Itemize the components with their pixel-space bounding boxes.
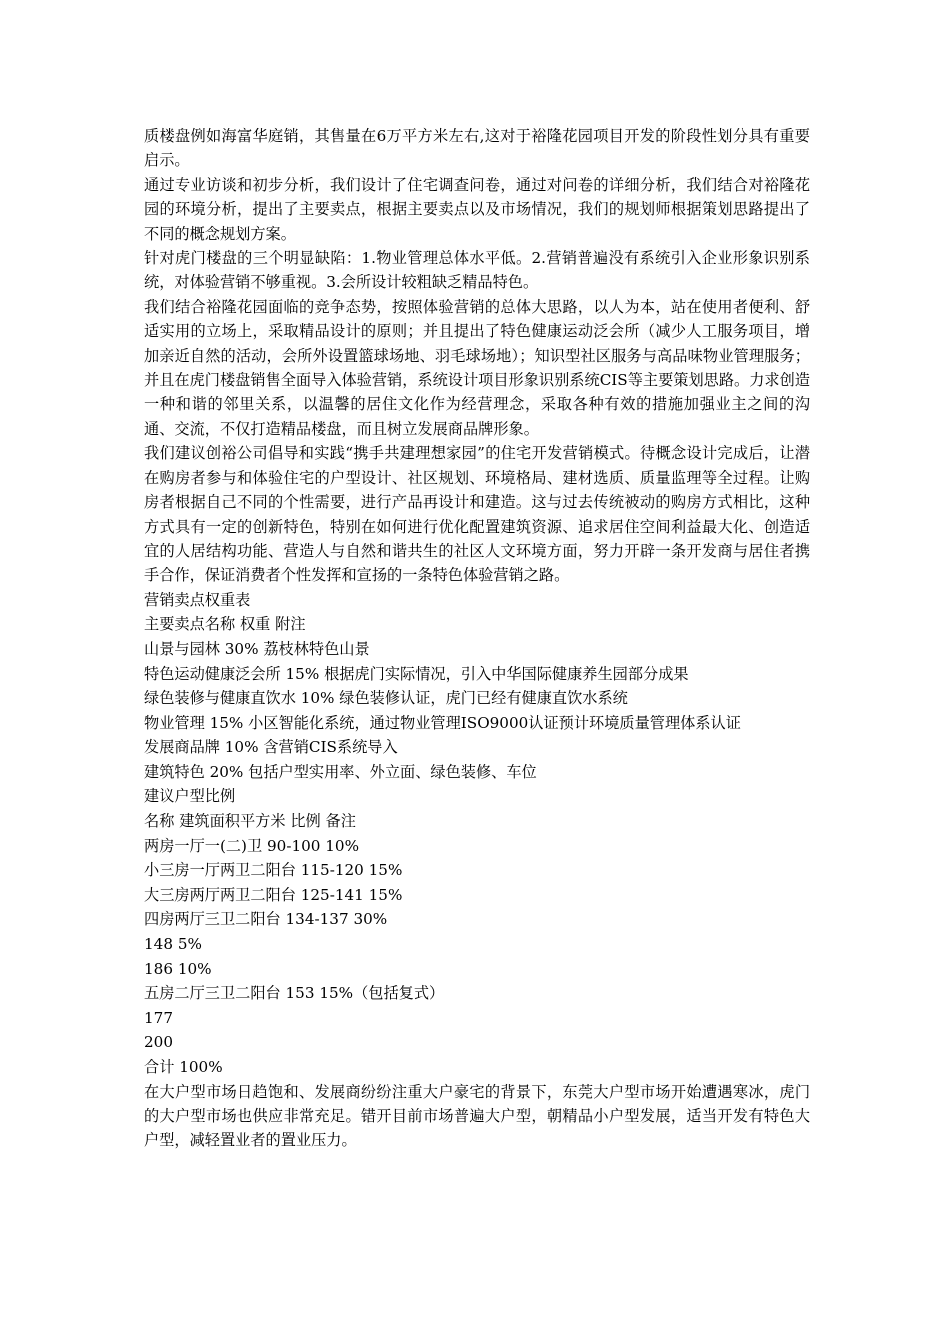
paragraph-survey: 通过专业访谈和初步分析，我们设计了住宅调查问卷，通过对问卷的详细分析，我们结合对裕隆花园的环境分析，提出了主要卖点，根据主要卖点以及市场情况，我们的规划师根据策划思路提出了不同的概念规划方案。 — [144, 175, 810, 243]
weight-table-row: 绿色装修与健康直饮水 10% 绿色装修认证，虎门已经有健康直饮水系统 — [144, 689, 628, 708]
unit-table-row: 200 — [144, 1033, 173, 1052]
paragraph-defects: 针对虎门楼盘的三个明显缺陷：1.物业管理总体水平低。2.营销普遍没有系统引入企业形象识别系统，对体验营销不够重视。3.会所设计较粗缺乏精品特色。 — [144, 249, 810, 292]
unit-table-row: 177 — [144, 1008, 173, 1027]
unit-table-row: 两房一厅一(二)卫 90-100 10% — [144, 836, 360, 855]
weight-table-row: 建筑特色 20% 包括户型实用率、外立面、绿色装修、车位 — [144, 762, 537, 781]
paragraph-strategy: 我们结合裕隆花园面临的竞争态势，按照体验营销的总体大思路，以人为本，站在使用者便利、舒适实用的立场上，采取精品设计的原则；并且提出了特色健康运动泛会所（减少人工服务项目，增加亲近自然的活动，会所外设置篮球场地、羽毛球场地）；知识型社区服务与高品味物业管理服务；并且在虎门楼盘销售全面导入体验营销，系统设计项目形象识别系统CIS等主要策划思路。力求创造一种和谐的邻里关系，以温馨的居住文化作为经营理念，采取各种有效的措施加强业主之间的沟通、交流，不仅打造精品楼盘，而且树立发展商品牌形象。 — [144, 297, 810, 438]
paragraph-market-conclusion: 在大户型市场日趋饱和、发展商纷纷注重大户豪宅的背景下，东莞大户型市场开始遭遇寒冰，虎门的大户型市场也供应非常充足。错开目前市场普遍大户型，朝精品小户型发展，适当开发有特色大户型，减轻置业者的置业压力。 — [144, 1082, 810, 1150]
unit-table-row: 五房二厅三卫二阳台 153 15%（包括复式） — [144, 984, 445, 1003]
weight-table-row: 物业管理 15% 小区智能化系统，通过物业管理ISO9000认证预计环境质量管理体系认证 — [144, 713, 741, 732]
weight-table-header: 主要卖点名称 权重 附注 — [144, 615, 306, 634]
weight-table-row: 特色运动健康泛会所 15% 根据虎门实际情况，引入中华国际健康养生园部分成果 — [144, 664, 689, 683]
paragraph-marketing-model: 我们建议创裕公司倡导和实践“携手共建理想家园”的住宅开发营销模式。待概念设计完成后，让潜在购房者参与和体验住宅的户型设计、社区规划、环境格局、建材选质、质量监理等全过程。让购房者根据自己不同的个性需要，进行产品再设计和建造。这与过去传统被动的购房方式相比，这种方式具有一定的创新特色，特别在如何进行优化配置建筑资源、追求居住空间利益最大化、创造适宜的人居结构功能、营造人与自然和谐共生的社区人文环境方面，努力开辟一条开发商与居住者携手合作，保证消费者个性发挥和宣扬的一条特色体验营销之路。 — [144, 444, 810, 585]
document-page — [144, 124, 810, 1153]
unit-table-row: 小三房一厅两卫二阳台 115-120 15% — [144, 861, 403, 880]
unit-table-row: 大三房两厅两卫二阳台 125-141 15% — [144, 885, 403, 904]
unit-table-row: 148 5% — [144, 935, 202, 954]
unit-table-title: 建议户型比例 — [144, 787, 236, 806]
unit-ratio-table — [144, 784, 810, 1079]
unit-table-header: 名称 建筑面积平方米 比例 备注 — [144, 812, 356, 831]
unit-table-row: 186 10% — [144, 959, 212, 978]
unit-table-row: 四房两厅三卫二阳台 134-137 30% — [144, 910, 388, 929]
weight-table-row: 发展商品牌 10% 含营销CIS系统导入 — [144, 738, 398, 757]
weight-table-title: 营销卖点权重表 — [144, 590, 251, 609]
weight-table-row: 山景与园林 30% 荔枝林特色山景 — [144, 639, 370, 658]
selling-point-weight-table — [144, 588, 810, 785]
unit-table-total-row: 合计 100% — [144, 1058, 223, 1076]
paragraph-phasing: 质楼盘例如海富华庭销，其售量在6万平方米左右,这对于裕隆花园项目开发的阶段性划分具有重要启示。 — [144, 127, 810, 170]
